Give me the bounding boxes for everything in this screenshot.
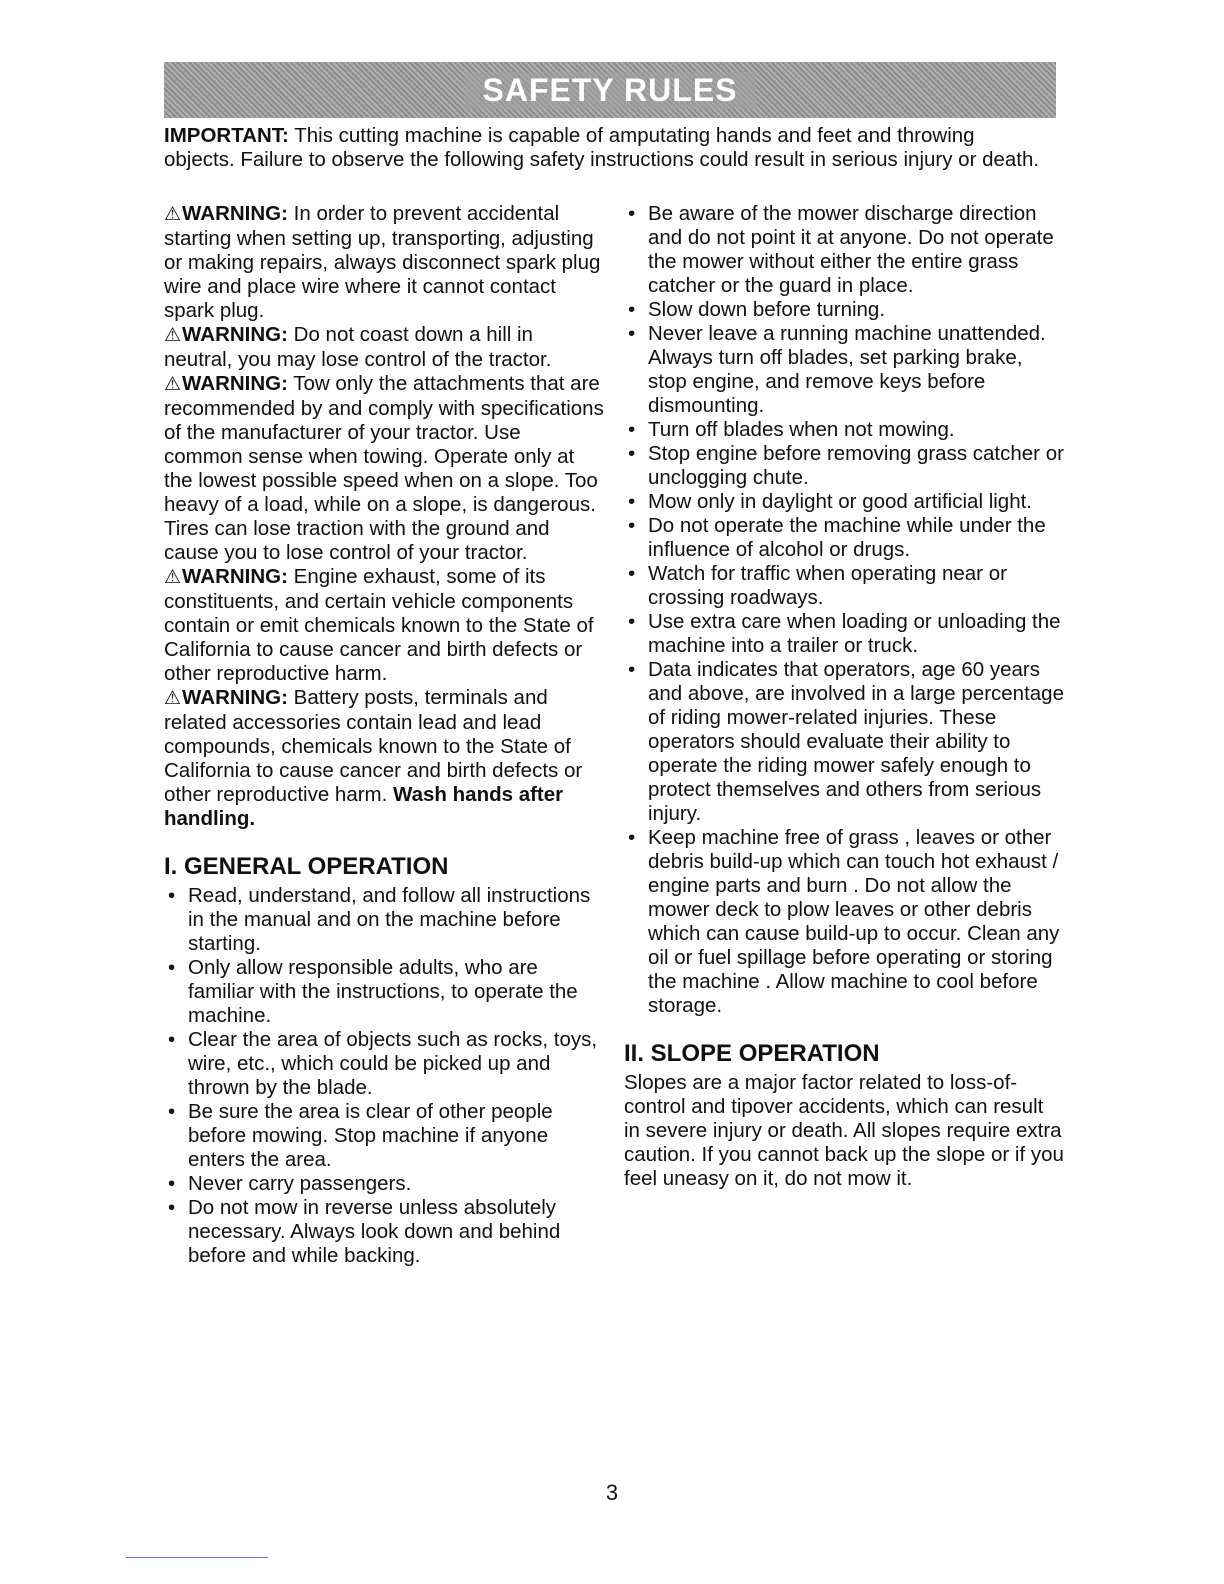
list-item: • Use extra care when loading or unloading the machine into a trailer or truck. <box>624 610 1064 658</box>
list-item: • Watch for traffic when operating near or crossing roadways. <box>624 562 1064 610</box>
list-item: • Be sure the area is clear of other people before mowing. Stop machine if anyone enters the area. <box>164 1100 604 1172</box>
warning-text: In order to prevent accidental starting when setting up, transporting, adjusting or making repairs, always disconnect spark plug wire and place wire where it cannot contact spark plug. <box>164 202 601 322</box>
right-column <box>624 202 1064 1191</box>
warning-label: WARNING: <box>182 686 288 709</box>
warning-text: Engine exhaust, some of its constituents, and certain vehicle components contain or emit chemicals known to the State of California to cause cancer and birth defects or other reproductive harm. <box>164 565 594 685</box>
page-title: SAFETY RULES <box>465 72 756 109</box>
list-item: • Turn off blades when not mowing. <box>624 418 1064 442</box>
footer-divider <box>126 1557 268 1558</box>
warning-paragraph <box>164 323 604 372</box>
list-item: • Do not operate the machine while under the influence of alcohol or drugs. <box>624 514 1064 562</box>
warning-label: WARNING: <box>182 202 288 225</box>
section-heading-slope-operation: II. SLOPE OPERATION <box>624 1040 880 1067</box>
list-item: • Slow down before turning. <box>624 298 1064 322</box>
important-text: This cutting machine is capable of amputating hands and feet and throwing objects. Failure to observe the following safety instructions could result in serious injury or death. <box>164 124 1040 171</box>
list-item: • Read, understand, and follow all instructions in the manual and on the machine before starting. <box>164 884 604 956</box>
warning-paragraph <box>164 565 604 686</box>
warning-paragraph <box>164 202 604 323</box>
warning-text: Tow only the attachments that are recommended by and comply with specifications of the manufacturer of your tractor. Use common sense when towing. Operate only at the lowest possible speed when on a slope. Too heavy of a load, while on a slope, is dangerous. Tires can lose traction with the ground and cause you to lose control of your tractor. <box>164 372 604 564</box>
safety-list <box>624 202 1064 1018</box>
general-operation-list <box>164 884 604 1268</box>
warning-triangle-icon: ⚠ <box>164 374 182 395</box>
important-label: IMPORTANT: <box>164 124 289 147</box>
warning-triangle-icon: ⚠ <box>164 567 182 588</box>
list-item: • Be aware of the mower discharge direction and do not point it at anyone. Do not operate the mower without either the entire grass catcher or the guard in place. <box>624 202 1064 298</box>
list-item: • Data indicates that operators, age 60 years and above, are involved in a large percentage of riding mower-related injuries. These operators should evaluate their ability to operate the riding mower safely enough to protect themselves and others from serious injury. <box>624 658 1064 826</box>
warning-label: WARNING: <box>182 323 288 346</box>
list-item: • Never carry passengers. <box>164 1172 604 1196</box>
list-item: • Stop engine before removing grass catcher or unclogging chute. <box>624 442 1064 490</box>
list-item: • Do not mow in reverse unless absolutely necessary. Always look down and behind before and while backing. <box>164 1196 604 1268</box>
warning-triangle-icon: ⚠ <box>164 688 182 709</box>
warning-label: WARNING: <box>182 372 288 395</box>
warning-bold-tail: Wash hands after handling. <box>164 783 564 830</box>
slope-operation-text: Slopes are a major factor related to loss-of-control and tipover accidents, which can result in severe injury or death. All slopes require extra caution. If you cannot back up the slope or if you feel uneasy on it, do not mow it. <box>624 1071 1064 1190</box>
section-heading-general-operation: I. GENERAL OPERATION <box>164 853 449 880</box>
list-item: • Never leave a running machine unattended. Always turn off blades, set parking brake, stop engine, and remove keys before dismounting. <box>624 322 1064 418</box>
warning-text: Do not coast down a hill in neutral, you may lose control of the tractor. <box>164 323 552 371</box>
warning-triangle-icon: ⚠ <box>164 204 182 225</box>
warning-text: Battery posts, terminals and related accessories contain lead and lead compounds, chemicals known to the State of California to cause cancer and birth defects or other reproductive harm. <box>164 686 583 806</box>
title-banner <box>164 62 1056 118</box>
page-number: 3 <box>605 1480 619 1505</box>
important-notice <box>164 124 1044 172</box>
list-item: • Keep machine free of grass , leaves or other debris build-up which can touch hot exhaust / engine parts and burn . Do not allow the mower deck to plow leaves or other debris which can cause build-up to occur. Clean any oil or fuel spillage before operating or storing the machine . Allow machine to cool before storage. <box>624 826 1064 1018</box>
warning-label: WARNING: <box>182 565 288 588</box>
list-item: • Clear the area of objects such as rocks, toys, wire, etc., which could be picked up and thrown by the blade. <box>164 1028 604 1100</box>
warning-paragraph <box>164 686 604 831</box>
warning-triangle-icon: ⚠ <box>164 325 182 346</box>
list-item: • Mow only in daylight or good artificial light. <box>624 490 1064 514</box>
warning-paragraph <box>164 372 604 565</box>
left-column <box>164 202 604 1268</box>
list-item: • Only allow responsible adults, who are familiar with the instructions, to operate the machine. <box>164 956 604 1028</box>
